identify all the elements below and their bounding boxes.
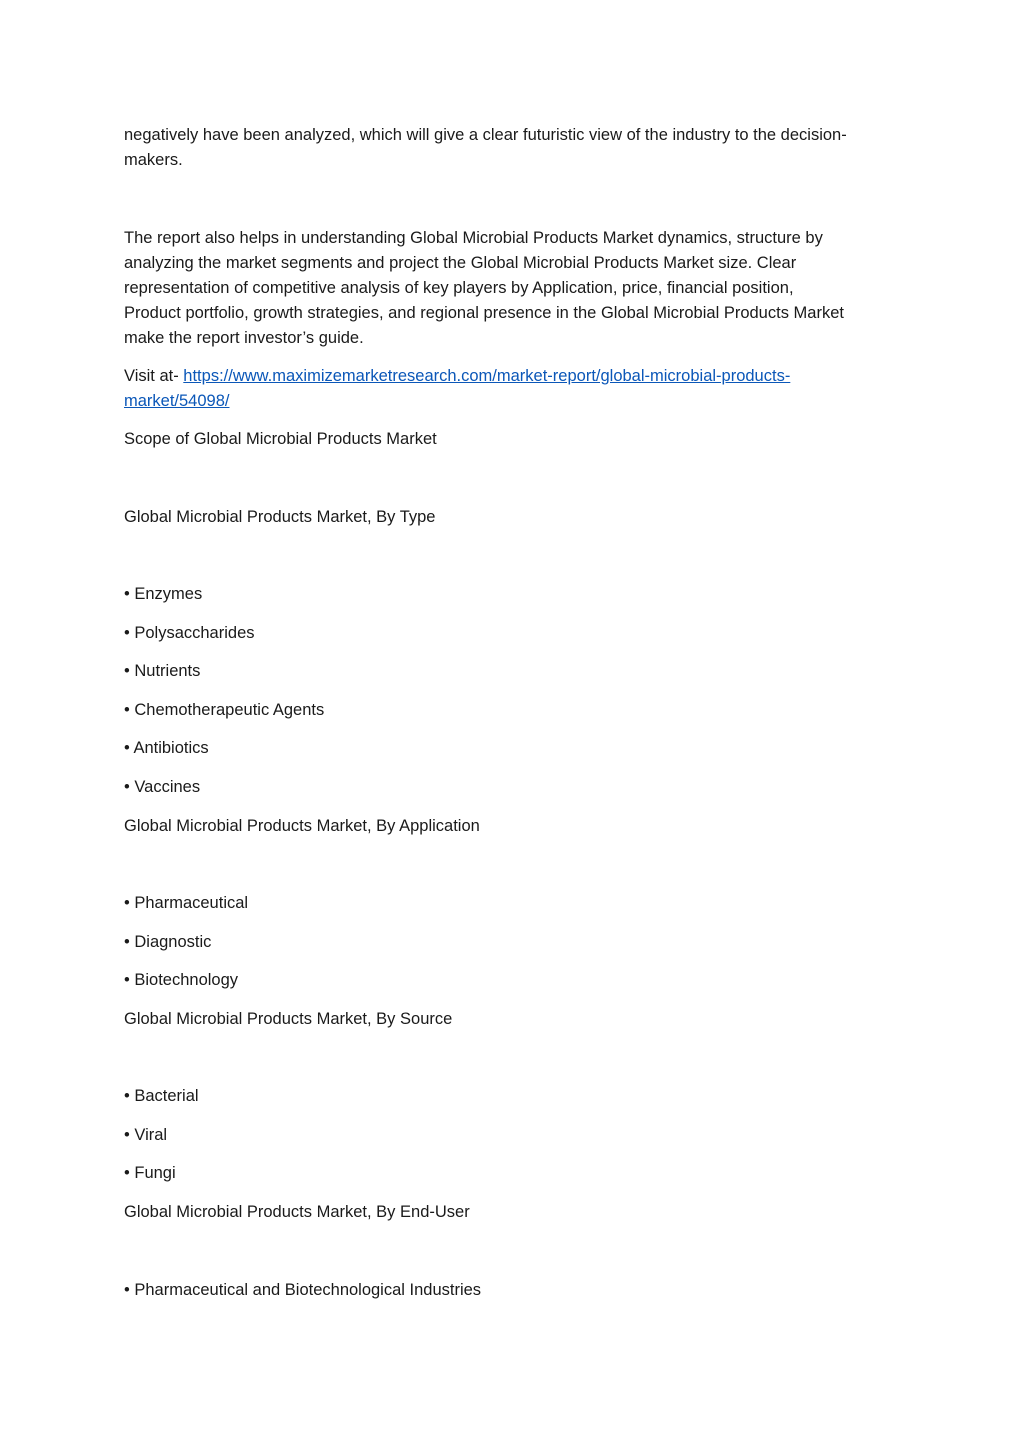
list-item: • Pharmaceutical xyxy=(124,894,249,912)
list-item: • Chemotherapeutic Agents xyxy=(124,701,325,719)
report-paragraph-line: analyzing the market segments and project the Global Microbial Products Market size. Clear xyxy=(124,254,797,272)
list-item: • Bacterial xyxy=(124,1087,199,1105)
list-item: • Pharmaceutical and Biotechnological Industries xyxy=(124,1281,482,1299)
by-type-heading: Global Microbial Products Market, By Type xyxy=(124,508,436,526)
list-item: • Fungi xyxy=(124,1164,176,1182)
list-item: • Antibiotics xyxy=(124,739,209,757)
by-source-heading: Global Microbial Products Market, By Source xyxy=(124,1010,453,1028)
list-item: • Viral xyxy=(124,1126,168,1144)
intro-line: makers. xyxy=(124,151,183,169)
list-item: • Biotechnology xyxy=(124,971,239,989)
list-item: • Diagnostic xyxy=(124,933,212,951)
report-paragraph-line: make the report investor’s guide. xyxy=(124,329,364,347)
visit-line-continued xyxy=(124,389,229,414)
scope-heading: Scope of Global Microbial Products Market xyxy=(124,430,437,448)
list-item: • Nutrients xyxy=(124,662,201,680)
report-paragraph-line: Product portfolio, growth strategies, and regional presence in the Global Microbial Products Market xyxy=(124,304,844,322)
intro-line: negatively have been analyzed, which will give a clear futuristic view of the industry to the decision- xyxy=(124,126,847,144)
report-link[interactable]: https://www.maximizemarketresearch.com/market-report/global-microbial-products- xyxy=(183,367,791,385)
by-application-heading: Global Microbial Products Market, By Application xyxy=(124,817,480,835)
visit-prefix: Visit at- xyxy=(124,367,184,385)
visit-line xyxy=(124,364,790,389)
report-link-continued[interactable]: market/54098/ xyxy=(124,392,230,410)
report-paragraph-line: The report also helps in understanding Global Microbial Products Market dynamics, structure by xyxy=(124,229,823,247)
by-end-user-heading: Global Microbial Products Market, By End-User xyxy=(124,1203,470,1221)
list-item: • Vaccines xyxy=(124,778,201,796)
list-item: • Polysaccharides xyxy=(124,624,255,642)
document-page xyxy=(124,0,904,1447)
report-paragraph-line: representation of competitive analysis of key players by Application, price, financial position, xyxy=(124,279,794,297)
list-item: • Enzymes xyxy=(124,585,203,603)
